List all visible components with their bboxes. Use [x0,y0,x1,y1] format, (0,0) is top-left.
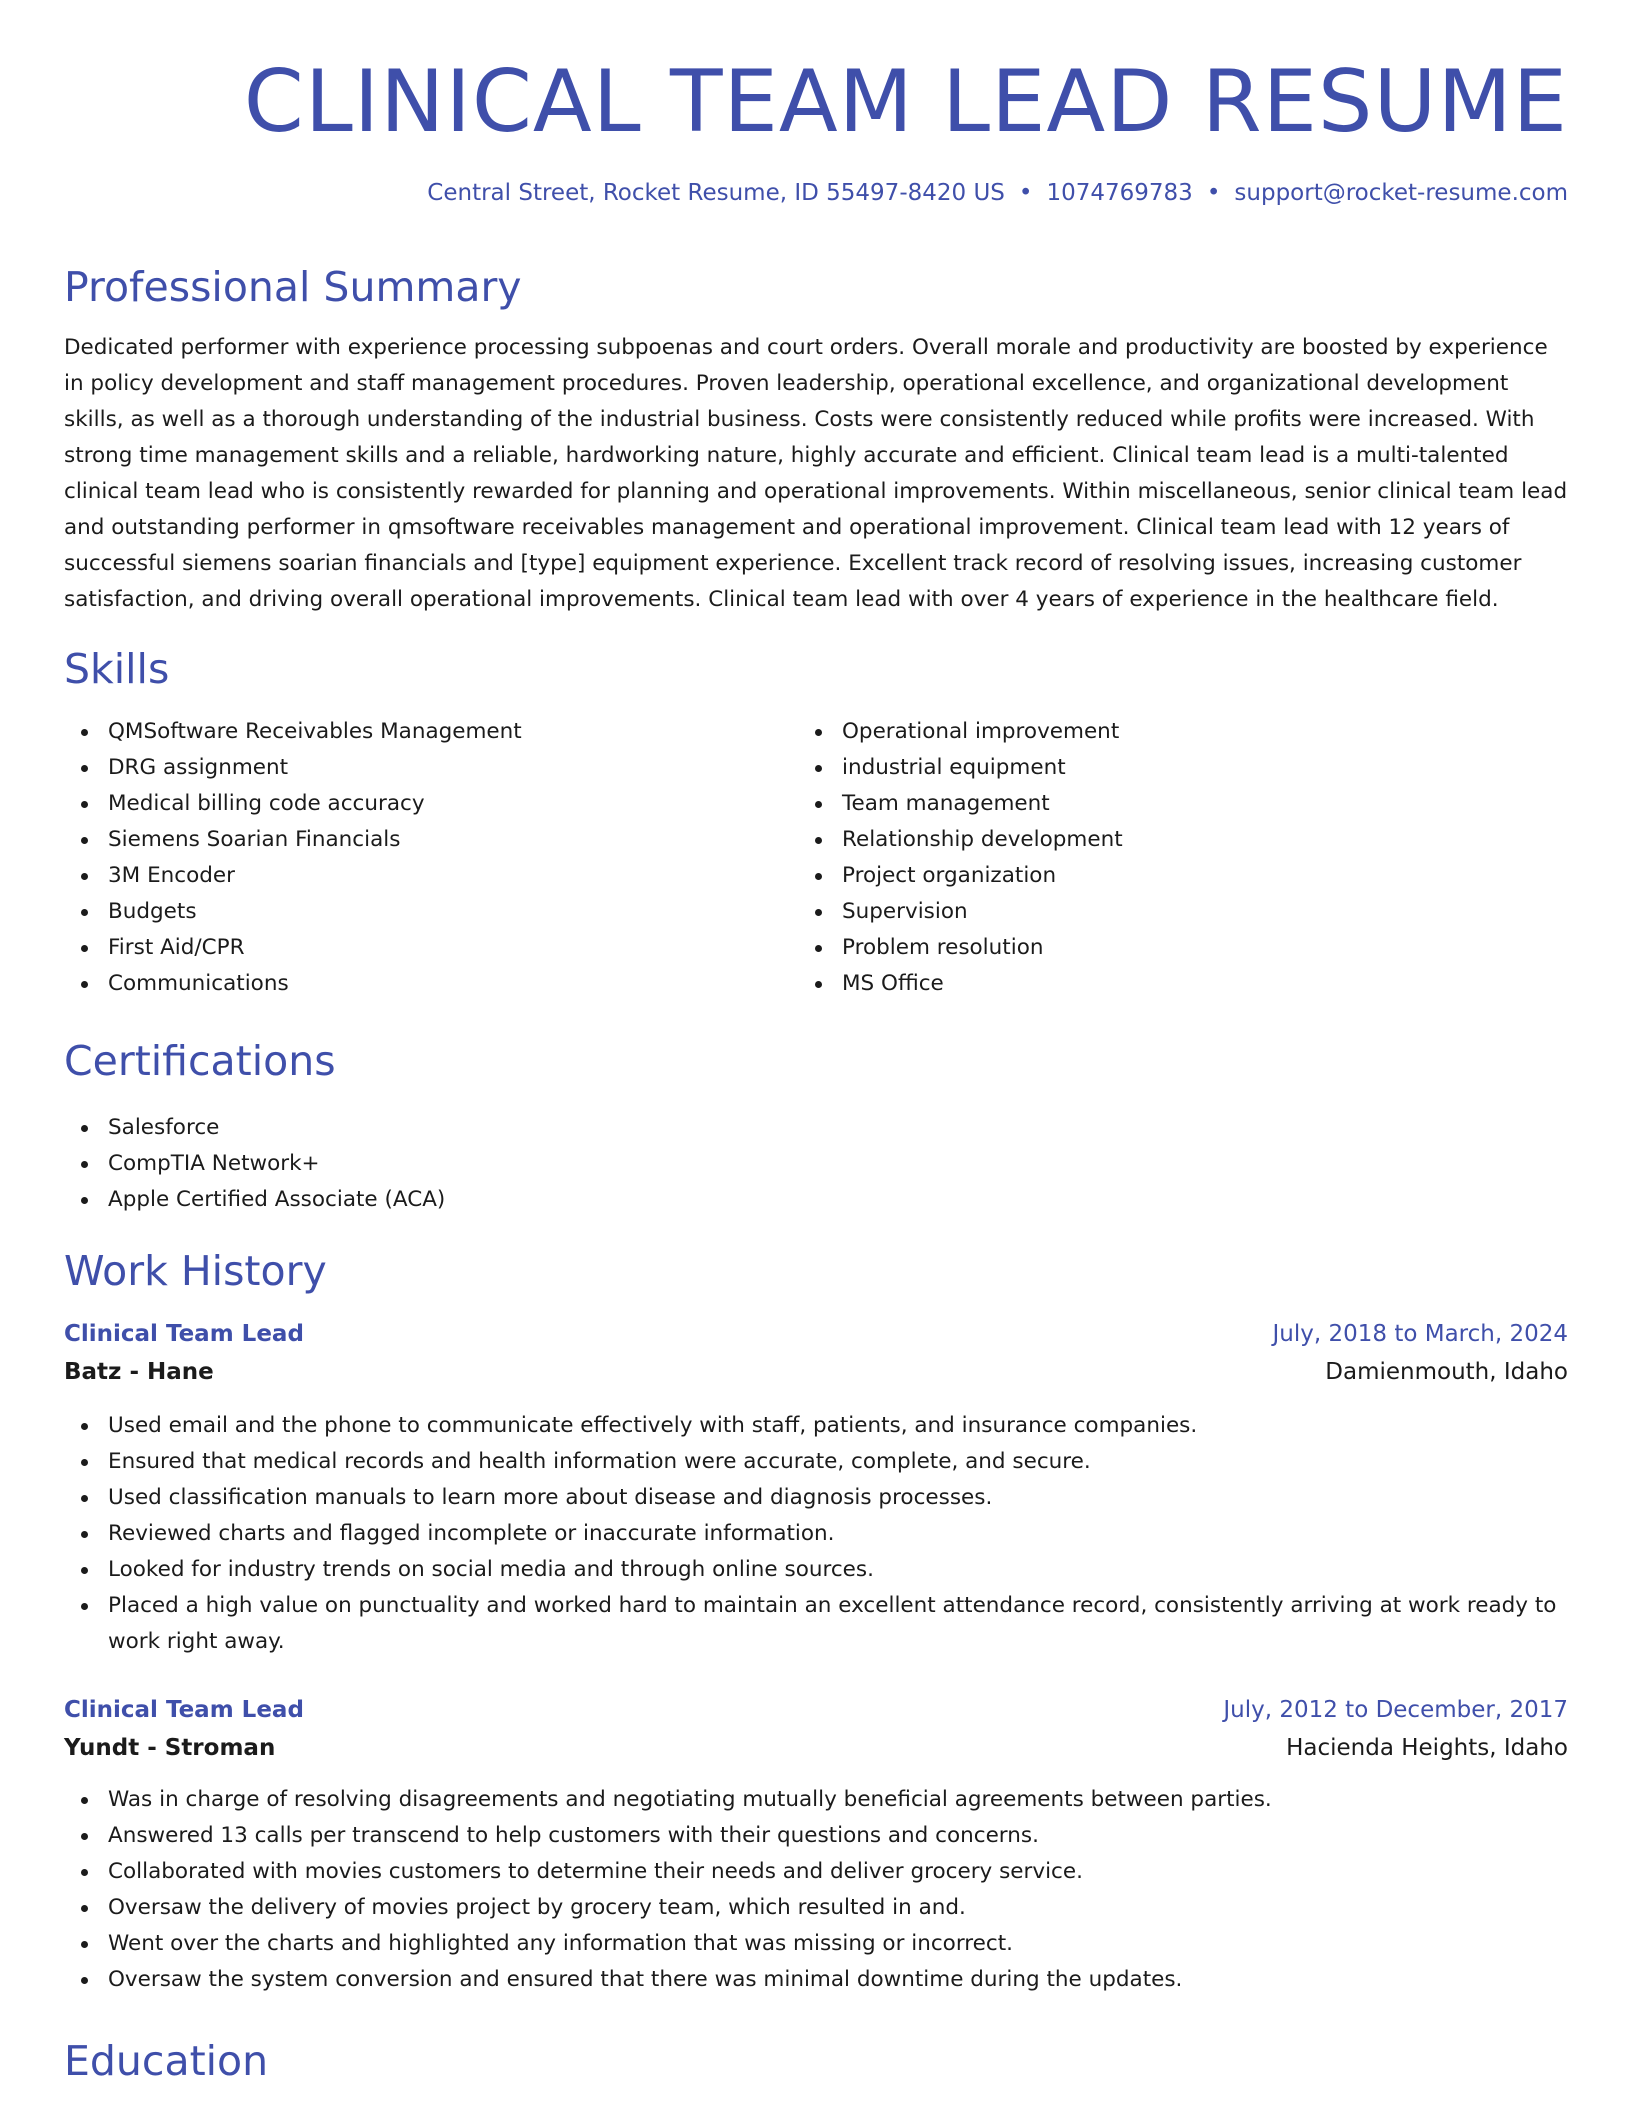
skill-item: Communications [64,966,764,1002]
job-duty: Was in charge of resolving disagreements and negotiating mutually beneficial agreements between parties. [64,1782,1568,1818]
job-subheader [64,1730,1568,1766]
job-title: Clinical Team Lead [64,1697,304,1723]
skill-item: Relationship development [798,822,1498,858]
certification-item: Apple Certified Associate (ACA) [64,1182,1568,1218]
skill-item: QMSoftware Receivables Management [64,714,764,750]
resume-page [64,0,1568,2085]
certifications-heading: Certifications [64,1037,336,1085]
job-duty: Used email and the phone to communicate effectively with staff, patients, and insurance companies. [64,1408,1568,1444]
summary-heading: Professional Summary [64,263,522,311]
job-header [64,1692,1568,1728]
job-location: Damienmouth, Idaho [1325,1359,1568,1385]
job-duty: Used classification manuals to learn more about disease and diagnosis processes. [64,1480,1568,1516]
job-header [64,1316,1568,1352]
skills-left-column [64,714,764,1002]
contact-email: support@rocket-resume.com [1234,180,1568,206]
skill-item: MS Office [798,966,1498,1002]
job-duties-list [64,1782,1568,1998]
skill-item: Medical billing code accuracy [64,786,764,822]
skill-item: Supervision [798,894,1498,930]
job-duty: Ensured that medical records and health information were accurate, complete, and secure. [64,1444,1568,1480]
skills-right-column [798,714,1498,1002]
contact-separator: • [1206,180,1221,206]
job-duty: Answered 13 calls per transcend to help customers with their questions and concerns. [64,1818,1568,1854]
skill-item: DRG assignment [64,750,764,786]
skills-heading: Skills [64,645,170,693]
certification-item: Salesforce [64,1110,1568,1146]
job-duty: Placed a high value on punctuality and worked hard to maintain an excellent attendance record, consistently arriving at work ready to work right away. [64,1588,1568,1660]
contact-line [427,178,1568,208]
skill-item: 3M Encoder [64,858,764,894]
summary-text: Dedicated performer with experience processing subpoenas and court orders. Overall morale and productivity are boosted by experience in policy development and staff management procedures. Proven leadership, operational excellence, and organizational development skills, as well as a thorough understanding of the industrial business. Costs were consistently reduced while profits were increased. With strong time management skills and a reliable, hardworking nature, highly accurate and efficient. Clinical team lead is a multi-talented clinical team lead who is consistently rewarded for planning and operational improvements. Within miscellaneous, senior clinical team lead and outstanding performer in qmsoftware receivables management and operational improvement. Clinical team lead with 12 years of successful siemens soarian financials and [type] equipment experience. Excellent track record of resolving issues, increasing customer satisfaction, and driving overall operational improvements. Clinical team lead with over 4 years of experience in the healthcare field. [64,335,1568,612]
job-duty: Oversaw the system conversion and ensured that there was minimal downtime during the updates. [64,1962,1568,1998]
skill-item: First Aid/CPR [64,930,764,966]
skill-item: Project organization [798,858,1498,894]
job-title: Clinical Team Lead [64,1321,304,1347]
skill-item: Operational improvement [798,714,1498,750]
education-heading: Education [64,2037,269,2085]
job-duty: Went over the charts and highlighted any information that was missing or incorrect. [64,1926,1568,1962]
skill-item: Team management [798,786,1498,822]
resume-title: CLINICAL TEAM LEAD RESUME [243,52,1568,152]
skill-item: industrial equipment [798,750,1498,786]
job-subheader [64,1354,1568,1390]
certifications-list [64,1110,1568,1218]
work-history-heading: Work History [64,1247,327,1295]
skill-item: Problem resolution [798,930,1498,966]
job-duty: Looked for industry trends on social media and through online sources. [64,1552,1568,1588]
contact-phone: 1074769783 [1046,180,1193,206]
job-employer: Yundt - Stroman [64,1735,276,1761]
certification-item: CompTIA Network+ [64,1146,1568,1182]
job-duty: Reviewed charts and flagged incomplete or inaccurate information. [64,1516,1568,1552]
job-location: Hacienda Heights, Idaho [1286,1735,1568,1761]
job-dates: July, 2012 to December, 2017 [1223,1697,1568,1723]
job-duty: Oversaw the delivery of movies project by grocery team, which resulted in and. [64,1890,1568,1926]
skill-item: Siemens Soarian Financials [64,822,764,858]
job-employer: Batz - Hane [64,1359,214,1385]
job-dates: July, 2018 to March, 2024 [1272,1321,1568,1347]
contact-separator: • [1018,180,1033,206]
job-duty: Collaborated with movies customers to determine their needs and deliver grocery service. [64,1854,1568,1890]
contact-address: Central Street, Rocket Resume, ID 55497-8420 US [427,180,1005,206]
skill-item: Budgets [64,894,764,930]
job-duties-list [64,1408,1568,1660]
